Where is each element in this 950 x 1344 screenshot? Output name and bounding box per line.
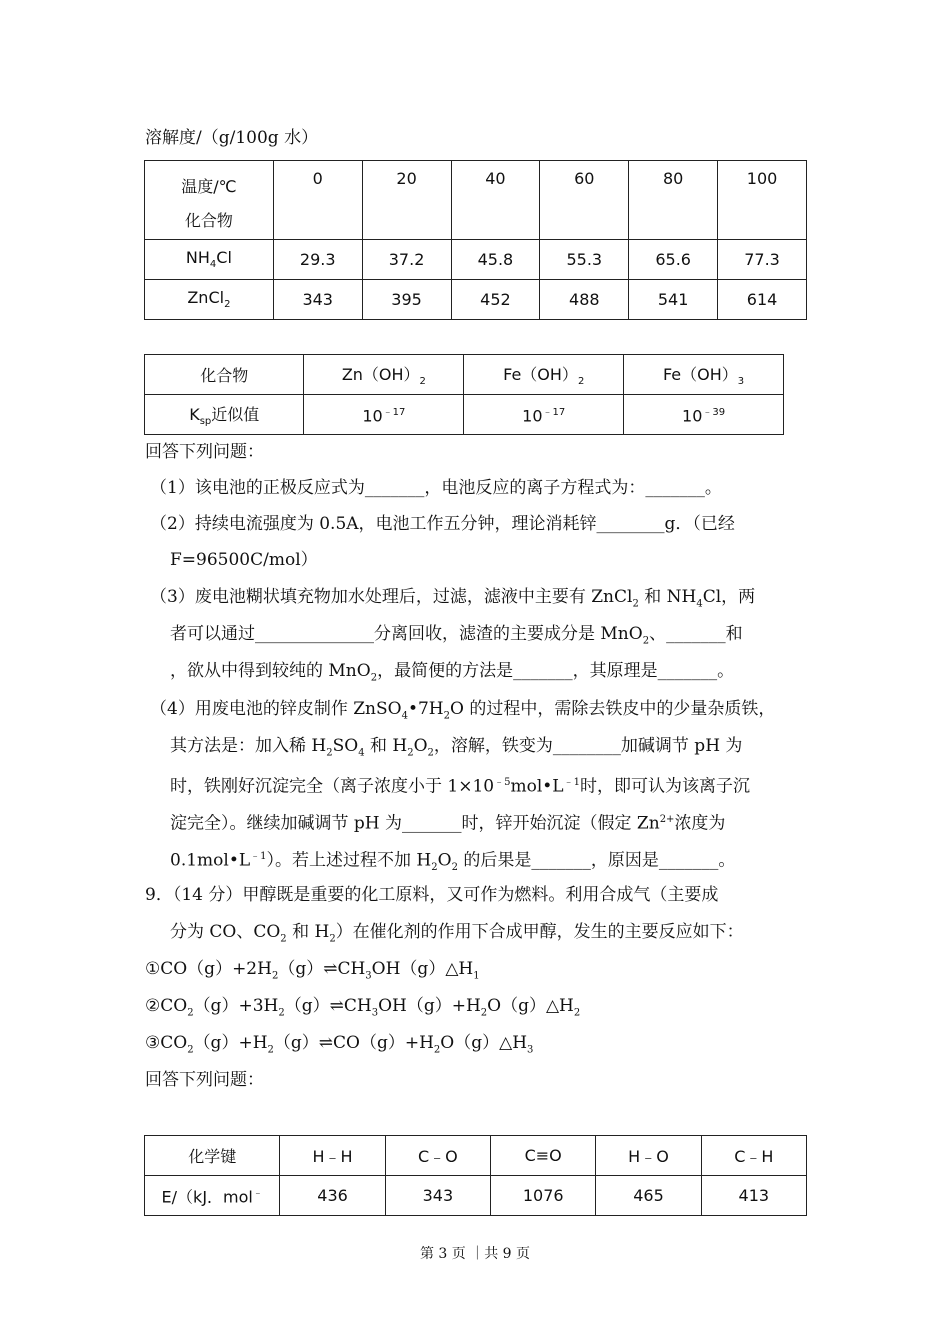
compound-cell: ZnCl$_2$: [145, 280, 274, 320]
value-cell: 452: [451, 280, 540, 320]
temp-cell: 0: [273, 161, 362, 240]
temp-cell: 80: [629, 161, 718, 240]
bond-cell: C﹣H: [701, 1136, 806, 1176]
table-row: [145, 240, 807, 280]
energy-cell: 413: [701, 1176, 806, 1216]
compound-cell: $Fe(OH)_3$: [624, 355, 784, 395]
energy-cell: 465: [596, 1176, 701, 1216]
question-4-line-5: $0.1mol•L^{﹣1}$）。若上述过程不加 $H_2O_2$ 的后果是_______，原因是_______。: [170, 850, 736, 874]
solubility-caption: 溶解度/（g/100g 水）: [145, 128, 319, 148]
bond-cell: H﹣H: [280, 1136, 385, 1176]
table-row: [145, 280, 807, 320]
value-cell: 37.2: [362, 240, 451, 280]
compound-cell: $Zn(OH)_2$: [304, 355, 464, 395]
value-cell: 29.3: [273, 240, 362, 280]
question-4-line-1: （4）用废电池的锌皮制作 $ZnSO_4•7H_2O$ 的过程中，需除去铁皮中的少量杂质铁，: [150, 699, 776, 722]
ksp-label: $K_{sp}$近似值: [145, 395, 304, 435]
ksp-value: $10^{﹣17}$: [464, 395, 624, 435]
table-row: [145, 355, 784, 395]
temperature-header: 温度/℃: [181, 177, 237, 196]
compound-header: 化合物: [145, 355, 304, 395]
value-cell: 45.8: [451, 240, 540, 280]
table1-corner-header: [145, 161, 274, 240]
answer-prompt: 回答下列问题：: [145, 1070, 264, 1090]
energy-cell: 343: [385, 1176, 490, 1216]
bond-energy-table: [144, 1135, 807, 1216]
question-3-line-2: 者可以通过______________分离回收，滤渣的主要成分是 MnO$_2$、_______和: [170, 624, 743, 647]
bond-cell: H﹣O: [596, 1136, 701, 1176]
ksp-value: $10^{﹣17}$: [304, 395, 464, 435]
answer-prompt: 回答下列问题：: [145, 442, 264, 462]
value-cell: 614: [718, 280, 807, 320]
question-2-line-2: F=96500C/mol）: [170, 550, 318, 570]
question-4-line-4: 淀完全）。继续加碱调节 pH 为_______时，锌开始沉淀（假定 $Zn^{2+}$浓度为: [170, 813, 726, 834]
question-2-line-1: （2）持续电流强度为 0.5A，电池工作五分钟，理论消耗锌________g．（已经: [150, 514, 735, 534]
temp-cell: 40: [451, 161, 540, 240]
question-3-line-3: ，欲从中得到较纯的 MnO$_2$，最简便的方法是_______，其原理是_______。: [170, 661, 735, 684]
question-4-line-2: 其方法是：加入稀 $H_2SO_4$ 和 $H_2O_2$，溶解，铁变为________加碱调节 pH 为: [170, 736, 743, 759]
bond-cell: C﹣O: [385, 1136, 490, 1176]
question-3-line-1: （3）废电池糊状填充物加水处理后，过滤，滤液中主要有 ZnCl$_2$ 和 $NH_4Cl$，两: [150, 587, 756, 610]
value-cell: 395: [362, 280, 451, 320]
question-9-line-2: 分为 CO、$CO_2$ 和 $H_2$）在催化剂的作用下合成甲醇，发生的主要反应如下：: [170, 922, 744, 945]
table-row: [145, 1136, 807, 1176]
energy-label: E/（kJ．mol﹣: [145, 1176, 280, 1216]
reaction-3: $③CO_2(g)+H_2(g)\rightleftharpoons CO(g)+H_2O(g)\triangle H_3$: [145, 1033, 534, 1056]
compound-cell: $Fe(OH)_2$: [464, 355, 624, 395]
temp-cell: 100: [718, 161, 807, 240]
reaction-2: $②CO_2(g)+3H_2(g)\rightleftharpoons CH_3OH(g)+H_2O(g)\triangle H_2$: [145, 996, 581, 1019]
temp-cell: 20: [362, 161, 451, 240]
table-row: [145, 395, 784, 435]
value-cell: 488: [540, 280, 629, 320]
temp-cell: 60: [540, 161, 629, 240]
question-1: （1）该电池的正极反应式为_______，电池反应的离子方程式为：_______。: [150, 478, 722, 498]
page-footer: 第 3 页 ｜共 9 页: [419, 1246, 531, 1262]
ksp-value: $10^{﹣39}$: [624, 395, 784, 435]
value-cell: 77.3: [718, 240, 807, 280]
value-cell: 343: [273, 280, 362, 320]
compound-header: 化合物: [184, 211, 233, 230]
question-9-line-1: 9．（14 分）甲醇既是重要的化工原料，又可作为燃料。利用合成气（主要成: [145, 885, 719, 905]
bond-header: 化学键: [145, 1136, 280, 1176]
bond-cell: C≡O: [491, 1136, 596, 1176]
reaction-1: $①CO(g)+2H_2(g)\rightleftharpoons CH_3OH(g)\triangle H_1$: [145, 959, 480, 982]
value-cell: 55.3: [540, 240, 629, 280]
compound-cell: $NH_4Cl$: [145, 240, 274, 280]
solubility-table: [144, 160, 807, 320]
value-cell: 65.6: [629, 240, 718, 280]
ksp-table: [144, 354, 784, 435]
table-row: [145, 1176, 807, 1216]
energy-cell: 1076: [491, 1176, 596, 1216]
value-cell: 541: [629, 280, 718, 320]
energy-cell: 436: [280, 1176, 385, 1216]
question-4-line-3: 时，铁刚好沉淀完全（离子浓度小于 $1\times 10^{﹣5}mol•L^{﹣1}$时，即可认为该离子沉: [170, 776, 750, 797]
